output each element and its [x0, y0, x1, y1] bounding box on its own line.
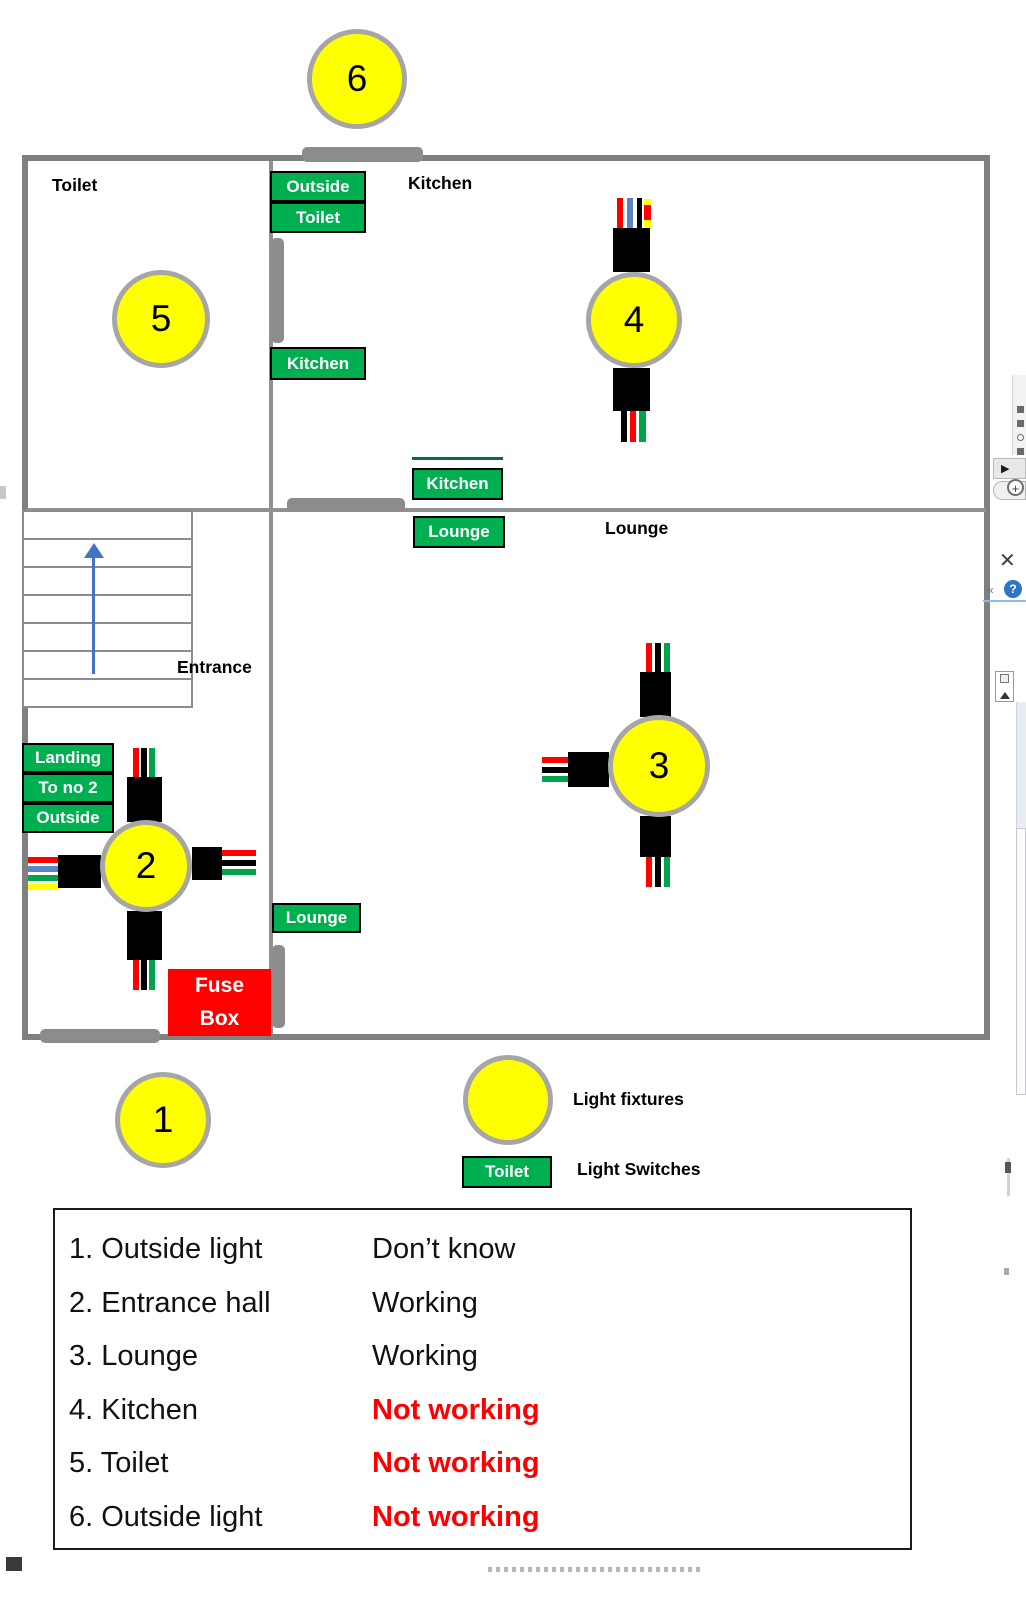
wire-red: [646, 643, 652, 673]
room-label-entrance: Entrance: [177, 657, 252, 677]
next-icon: ▶: [1001, 463, 1010, 475]
stair-tread: [22, 622, 193, 652]
status-item-label: 1. Outside light: [69, 1233, 263, 1266]
status-item-label: 6. Outside light: [69, 1500, 263, 1533]
wire-green: [222, 869, 256, 875]
stair-tread: [22, 510, 193, 540]
stairs-up-arrow: [92, 556, 95, 674]
scrollbar-top-buttons[interactable]: [995, 671, 1014, 702]
fixture-1: 1: [115, 1072, 211, 1168]
junction-box: [640, 672, 671, 717]
status-row: [55, 1384, 910, 1438]
wire-red: [133, 960, 139, 990]
status-item-value: Not working: [372, 1393, 540, 1426]
edge-artifact: [0, 486, 6, 499]
door-top-outside: [302, 147, 423, 162]
panel-mini-icon[interactable]: [1017, 420, 1024, 427]
stair-tread: [22, 650, 193, 680]
status-list: [53, 1208, 912, 1550]
footer-micro-text: [488, 1567, 704, 1572]
scroll-up-icon[interactable]: [1000, 692, 1010, 699]
wire-black: [637, 198, 642, 229]
switch-kitchen-center: Kitchen: [412, 468, 503, 500]
wire-black: [222, 860, 256, 866]
door-toilet-kitchen: [271, 238, 284, 343]
status-row: [55, 1437, 910, 1491]
wire-black: [542, 767, 569, 773]
wire-green: [28, 875, 59, 881]
status-item-value: Don’t know: [372, 1233, 516, 1266]
fixture-5: 5: [112, 270, 210, 368]
status-item-value: Working: [372, 1286, 478, 1319]
status-item-label: 3. Lounge: [69, 1340, 199, 1373]
panel-mini-icon[interactable]: [1017, 434, 1024, 441]
wire-yellow: [28, 884, 59, 890]
panel-mini-icon[interactable]: [1017, 406, 1024, 413]
status-row: [55, 1277, 910, 1331]
wire-green: [639, 411, 646, 442]
collapse-icon[interactable]: «: [987, 583, 994, 597]
legend-fixture-circle: [463, 1055, 553, 1145]
junction-box: [613, 368, 650, 411]
edge-artifact: [1004, 1268, 1009, 1275]
wire-green: [664, 643, 670, 673]
door-entrance-lounge: [272, 945, 285, 1028]
switch-kitchen-left: Kitchen: [270, 347, 366, 380]
wire-black: [621, 411, 627, 442]
wire-green: [664, 857, 670, 887]
status-row: [55, 1491, 910, 1545]
room-label-lounge: Lounge: [605, 518, 669, 538]
switch-outside-upper: Outside: [270, 171, 366, 202]
junction-box: [127, 777, 162, 822]
fuse-box-line1: Fuse: [194, 973, 244, 997]
wire-blue: [627, 198, 633, 229]
wire-red: [646, 857, 652, 887]
fixture-3: 3: [608, 715, 710, 817]
help-icon[interactable]: ?: [1004, 580, 1022, 598]
zoom-in-icon[interactable]: +: [1007, 479, 1024, 496]
switch-landing: Landing: [22, 743, 114, 773]
junction-box: [568, 752, 609, 787]
door-kitchen-lounge: [287, 498, 405, 512]
legend-switch-sample: Toilet: [462, 1156, 552, 1188]
legend-fixtures-label: Light fixtures: [573, 1089, 684, 1109]
stair-tread: [22, 594, 193, 624]
status-item-label: 4. Kitchen: [69, 1393, 198, 1426]
junction-box: [192, 847, 222, 880]
wire-red: [133, 748, 139, 778]
switch-toilet: Toilet: [270, 202, 366, 233]
bottom-marker: [6, 1557, 22, 1571]
room-label-kitchen: Kitchen: [408, 173, 473, 193]
status-item-label: 5. Toilet: [69, 1447, 169, 1480]
fixture-2: 2: [100, 820, 192, 912]
wire-red: [630, 411, 636, 442]
junction-box: [127, 911, 162, 960]
panel-mini-icon[interactable]: [1017, 448, 1024, 455]
close-icon[interactable]: ✕: [999, 550, 1016, 572]
fixture-6: 6: [307, 29, 407, 129]
wire-red: [542, 757, 569, 763]
wire-yellow-red: [644, 199, 651, 229]
legend-switches-label: Light Switches: [577, 1159, 701, 1179]
fixture-4: 4: [586, 272, 682, 368]
room-label-toilet: Toilet: [52, 175, 98, 195]
switch-lounge-lower: Lounge: [272, 903, 361, 933]
switch-to-no-2: To no 2: [22, 773, 114, 803]
wire-green: [149, 960, 155, 990]
switch-divider-line: [412, 457, 503, 460]
next-button[interactable]: [993, 458, 1026, 479]
scrollbar-track[interactable]: [1016, 702, 1026, 828]
pane-divider: [983, 600, 1026, 602]
scrollbar-thumb[interactable]: [1016, 828, 1026, 1095]
switch-lounge-upper: Lounge: [413, 516, 505, 548]
wire-red: [617, 198, 623, 229]
wire-black: [655, 643, 661, 673]
status-row: [55, 1330, 910, 1384]
junction-box: [613, 228, 650, 272]
stairs-up-arrow-head: [84, 543, 104, 558]
page-up-icon[interactable]: [1000, 674, 1009, 683]
side-panel-strip: [1012, 375, 1026, 455]
junction-box: [58, 855, 101, 888]
stair-tread: [22, 566, 193, 596]
wire-green: [542, 776, 569, 782]
status-item-label: 2. Entrance hall: [69, 1286, 271, 1319]
fuse-box: [168, 969, 271, 1036]
fuse-box-line2: Box: [199, 1006, 240, 1030]
door-front-entrance: [40, 1029, 160, 1043]
stair-tread: [22, 538, 193, 568]
wire-blue: [28, 866, 59, 872]
stair-tread: [22, 678, 193, 708]
status-item-value: Working: [372, 1340, 478, 1373]
wire-red: [222, 850, 256, 856]
wire-black: [655, 857, 661, 887]
staircase: [22, 510, 193, 708]
wire-red: [28, 857, 59, 863]
junction-box: [640, 816, 671, 857]
wire-black: [141, 748, 147, 778]
status-item-value: Not working: [372, 1447, 540, 1480]
wire-black: [141, 960, 147, 990]
wire-green: [149, 748, 155, 778]
switch-outside-lower: Outside: [22, 803, 114, 833]
status-item-value: Not working: [372, 1500, 540, 1533]
mini-slider-handle[interactable]: [1005, 1162, 1011, 1173]
status-row: [55, 1223, 910, 1277]
